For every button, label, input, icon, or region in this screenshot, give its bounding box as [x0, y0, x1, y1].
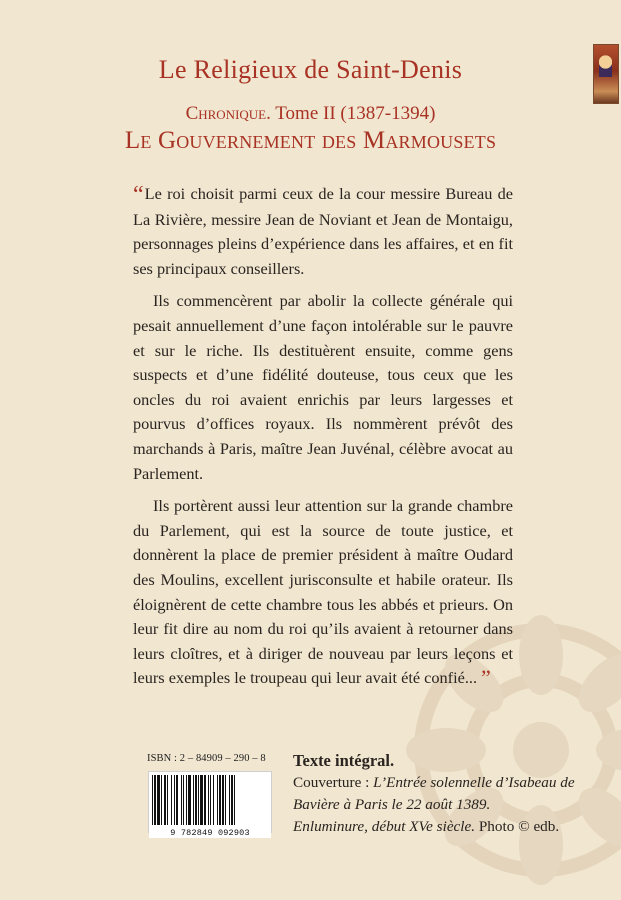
isbn-label: ISBN : 2 – 84909 – 290 – 8 — [147, 753, 266, 764]
paragraph-1-text: Le roi choisit parmi ceux de la cour messire Bureau de La Rivière, messire Jean de Noviant et Jean de Montaigu, personnages pleins d’expérience dans les affaires, et en fit ses principaux conseillers. — [133, 184, 513, 278]
illumination-credit-text: Enluminure, début XVe siècle. — [293, 818, 476, 835]
photo-credit: Photo © edb. — [475, 818, 560, 835]
open-quote-mark: “ — [133, 182, 144, 208]
cover-credit — [293, 772, 593, 816]
excerpt-paragraph-3 — [133, 494, 513, 691]
book-heading: Le Gouvernement des Marmousets — [124, 127, 497, 154]
subtitle-volume: . Tome II (1387-1394) — [266, 103, 436, 124]
credits-block — [293, 750, 593, 838]
subtitle-series: Chronique — [185, 103, 267, 124]
barcode-digits: 9 782849 092903 — [149, 828, 271, 838]
excerpt-paragraph-1 — [133, 182, 513, 281]
barcode — [148, 771, 272, 838]
integral-text-label: Texte intégral. — [293, 751, 395, 770]
excerpt-paragraph-2: Ils commencèrent par abolir la collecte générale qui pesait annuellement d’une façon intolérable sur le pauvre et sur le riche. Ils destituèrent ensuite, comme gens suspects et d’une fidélité douteuse, tous ceux que les oncles du roi avaient enrichis par leurs largesses et pourvus d’offices royaux. Ils nommèrent prévôt des marchands à Paris, maître Jean Juvénal, célèbre avocat au Parlement. — [133, 291, 513, 483]
cover-credit-label: Couverture : — [293, 774, 374, 791]
close-quote-mark: ” — [481, 665, 491, 691]
cover-credit-work: L’Entrée solennelle d’Isabeau de Bavière à Paris le 22 août 1389. — [293, 774, 575, 813]
book-subtitle — [0, 103, 621, 125]
barcode-bars — [152, 775, 268, 827]
paragraph-3-text: Ils portèrent aussi leur attention sur la grande chambre du Parlement, qui est la source de toute justice, et donnèrent la place de premier président à maître Oudard des Moulins, excellent jurisconsulte et habile orateur. Ils éloignèrent de cette chambre tous les abbés et prieurs. On leur fit dire au nom du roi qu’ils avaient à retourner dans leurs cloîtres, et à diriger de nouveau par leurs leçons et leurs exemples le troupeau qui leur avait été confié... — [133, 496, 513, 688]
excerpt-text — [133, 182, 513, 699]
book-title: Le Religieux de Saint-Denis — [158, 55, 463, 84]
illumination-credit — [293, 816, 593, 838]
